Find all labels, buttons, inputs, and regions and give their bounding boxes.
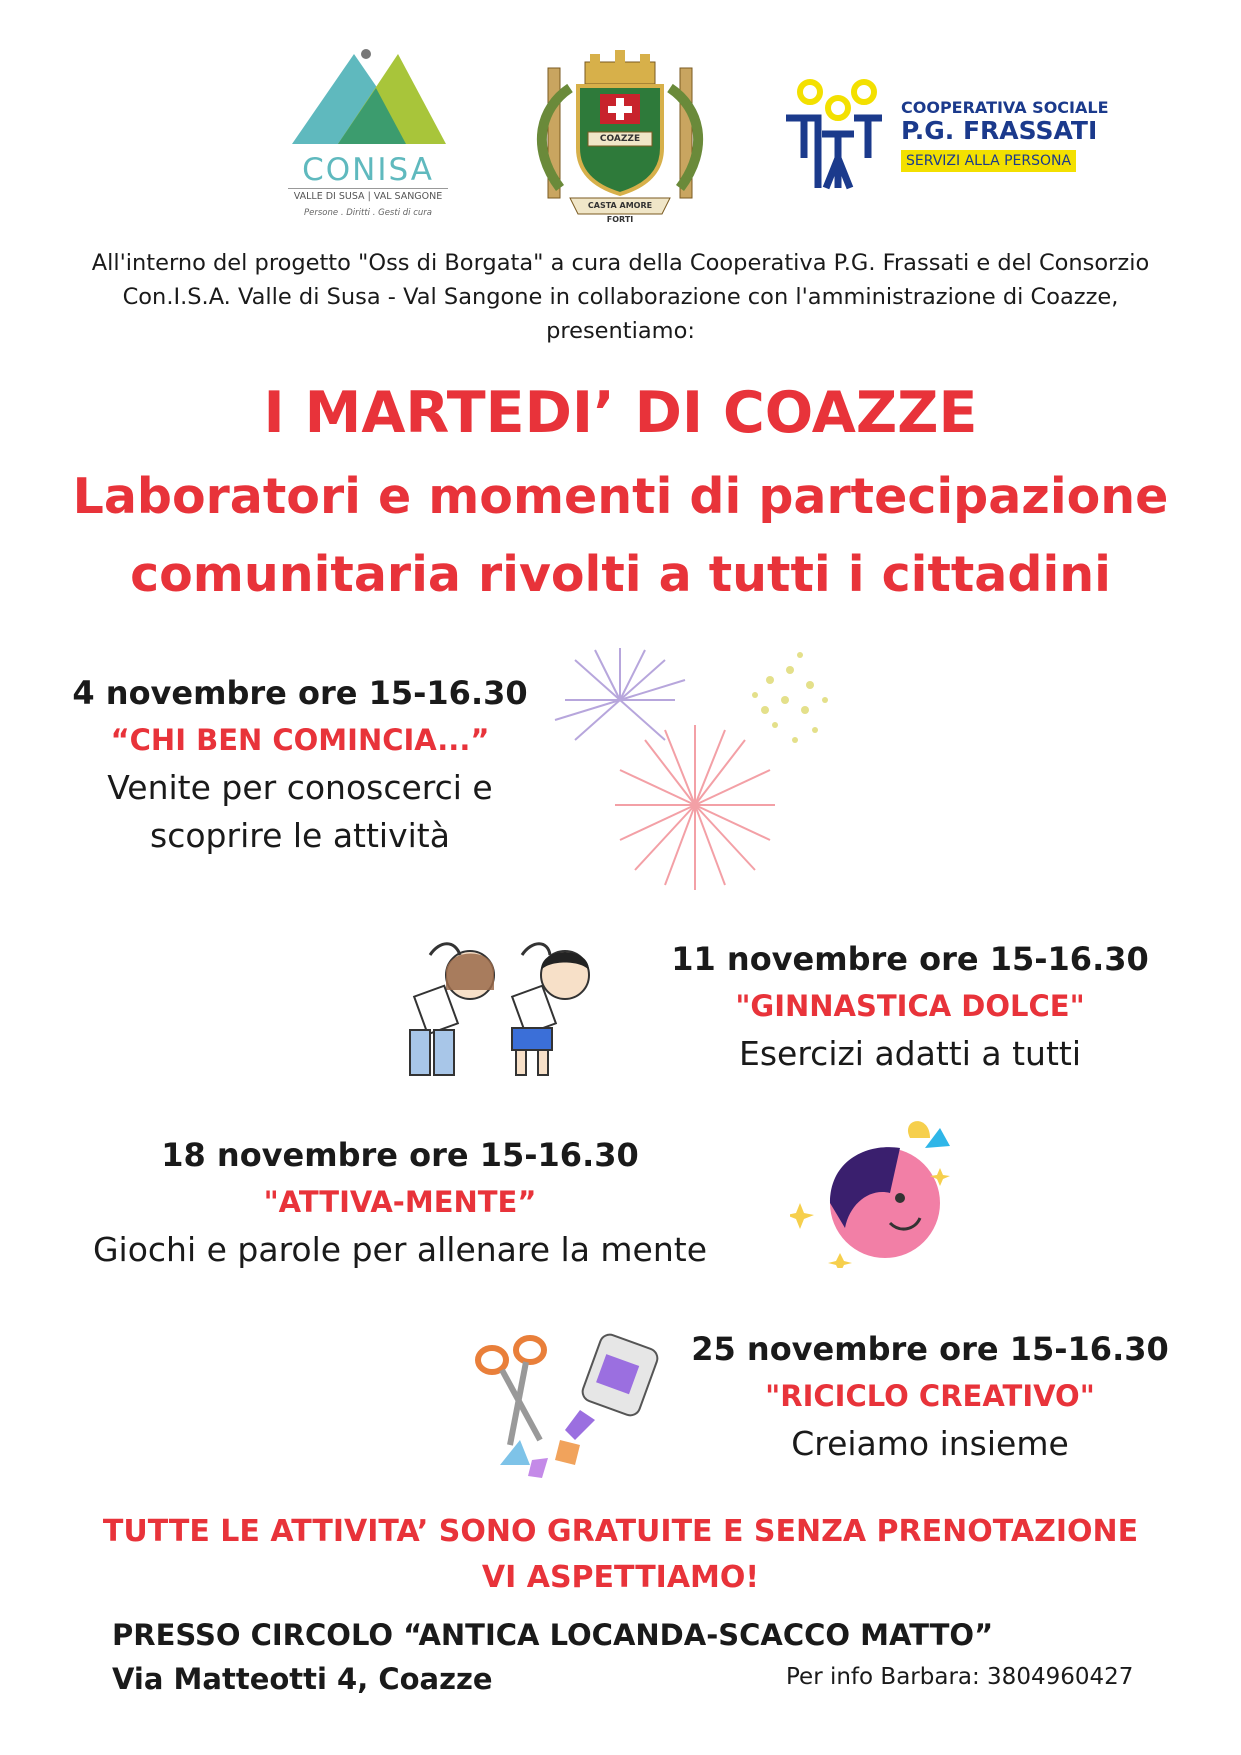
coazze-coat-of-arms-icon	[530, 48, 710, 224]
event-desc: Esercizi adatti a tutti	[738, 1034, 1082, 1073]
coazze-banner: COAZZE	[599, 134, 641, 144]
event-desc: Giochi e parole per allenare la mente	[92, 1230, 708, 1269]
fireworks-icon	[525, 640, 845, 900]
conisa-name: CONISA	[302, 152, 434, 188]
event-title: "GINNASTICA DOLCE"	[735, 989, 1085, 1023]
contact-info: Per info Barbara: 3804960427	[786, 1664, 1134, 1690]
creative-mind-icon	[790, 1118, 960, 1268]
event-title: “CHI BEN COMINCIA...”	[110, 723, 490, 757]
subtitle-line-1: Laboratori e momenti di partecipazione	[72, 468, 1169, 525]
frassati-line2: P.G. FRASSATI	[901, 116, 1098, 145]
stretching-kids-icon	[400, 930, 620, 1080]
conisa-mountains-icon	[288, 48, 448, 148]
intro-line-3: presentiamo:	[546, 318, 695, 344]
scissors-glue-icon	[470, 1330, 670, 1480]
intro-line-2: Con.I.S.A. Valle di Susa - Val Sangone in collaborazione con l'amministrazione di Coazze,	[122, 284, 1119, 310]
frassati-logo	[776, 78, 1126, 198]
event-date: 11 novembre ore 15-16.30	[671, 940, 1149, 978]
event-desc: scoprire le attività	[150, 816, 450, 855]
event-date: 18 novembre ore 15-16.30	[161, 1136, 639, 1174]
intro-text	[20, 246, 1221, 348]
intro-line-1: All'interno del progetto "Oss di Borgata" a cura della Cooperativa P.G. Frassati e del Consorzio	[91, 250, 1150, 276]
event-title: "RICICLO CREATIVO"	[765, 1379, 1095, 1413]
free-notice	[0, 1509, 1241, 1601]
conisa-subtitle: VALLE DI SUSA | VAL SANGONE	[288, 188, 448, 202]
conisa-tagline: Persone . Diritti . Gesti di cura	[304, 208, 432, 218]
main-title: I MARTEDI’ DI COAZZE	[263, 380, 978, 446]
event-4	[680, 1326, 1180, 1468]
frassati-line3: SERVIZI ALLA PERSONA	[901, 150, 1076, 172]
address: Via Matteotti 4, Coazze	[112, 1662, 493, 1696]
event-date: 4 novembre ore 15-16.30	[72, 674, 528, 712]
notice-line-2: VI ASPETTIAMO!	[481, 1560, 760, 1595]
venue: PRESSO CIRCOLO “ANTICA LOCANDA-SCACCO MATTO”	[112, 1618, 994, 1652]
notice-line-1: TUTTE LE ATTIVITA’ SONO GRATUITE E SENZA PRENOTAZIONE	[102, 1514, 1139, 1549]
frassati-people-icon	[776, 78, 886, 196]
subtitle	[0, 458, 1241, 614]
coazze-motto: CASTA AMORE FORTI	[587, 201, 653, 224]
conisa-logo	[288, 48, 448, 224]
frassati-line1: COOPERATIVA SOCIALE	[901, 98, 1109, 117]
event-2	[660, 936, 1160, 1078]
subtitle-line-2: comunitaria rivolti a tutti i cittadini	[130, 546, 1111, 603]
event-3	[40, 1132, 760, 1274]
event-title: "ATTIVA-MENTE”	[263, 1185, 537, 1219]
event-date: 25 novembre ore 15-16.30	[691, 1330, 1169, 1368]
event-1	[40, 670, 560, 860]
event-desc: Creiamo insieme	[791, 1424, 1069, 1463]
event-desc: Venite per conoscerci e	[107, 768, 493, 807]
